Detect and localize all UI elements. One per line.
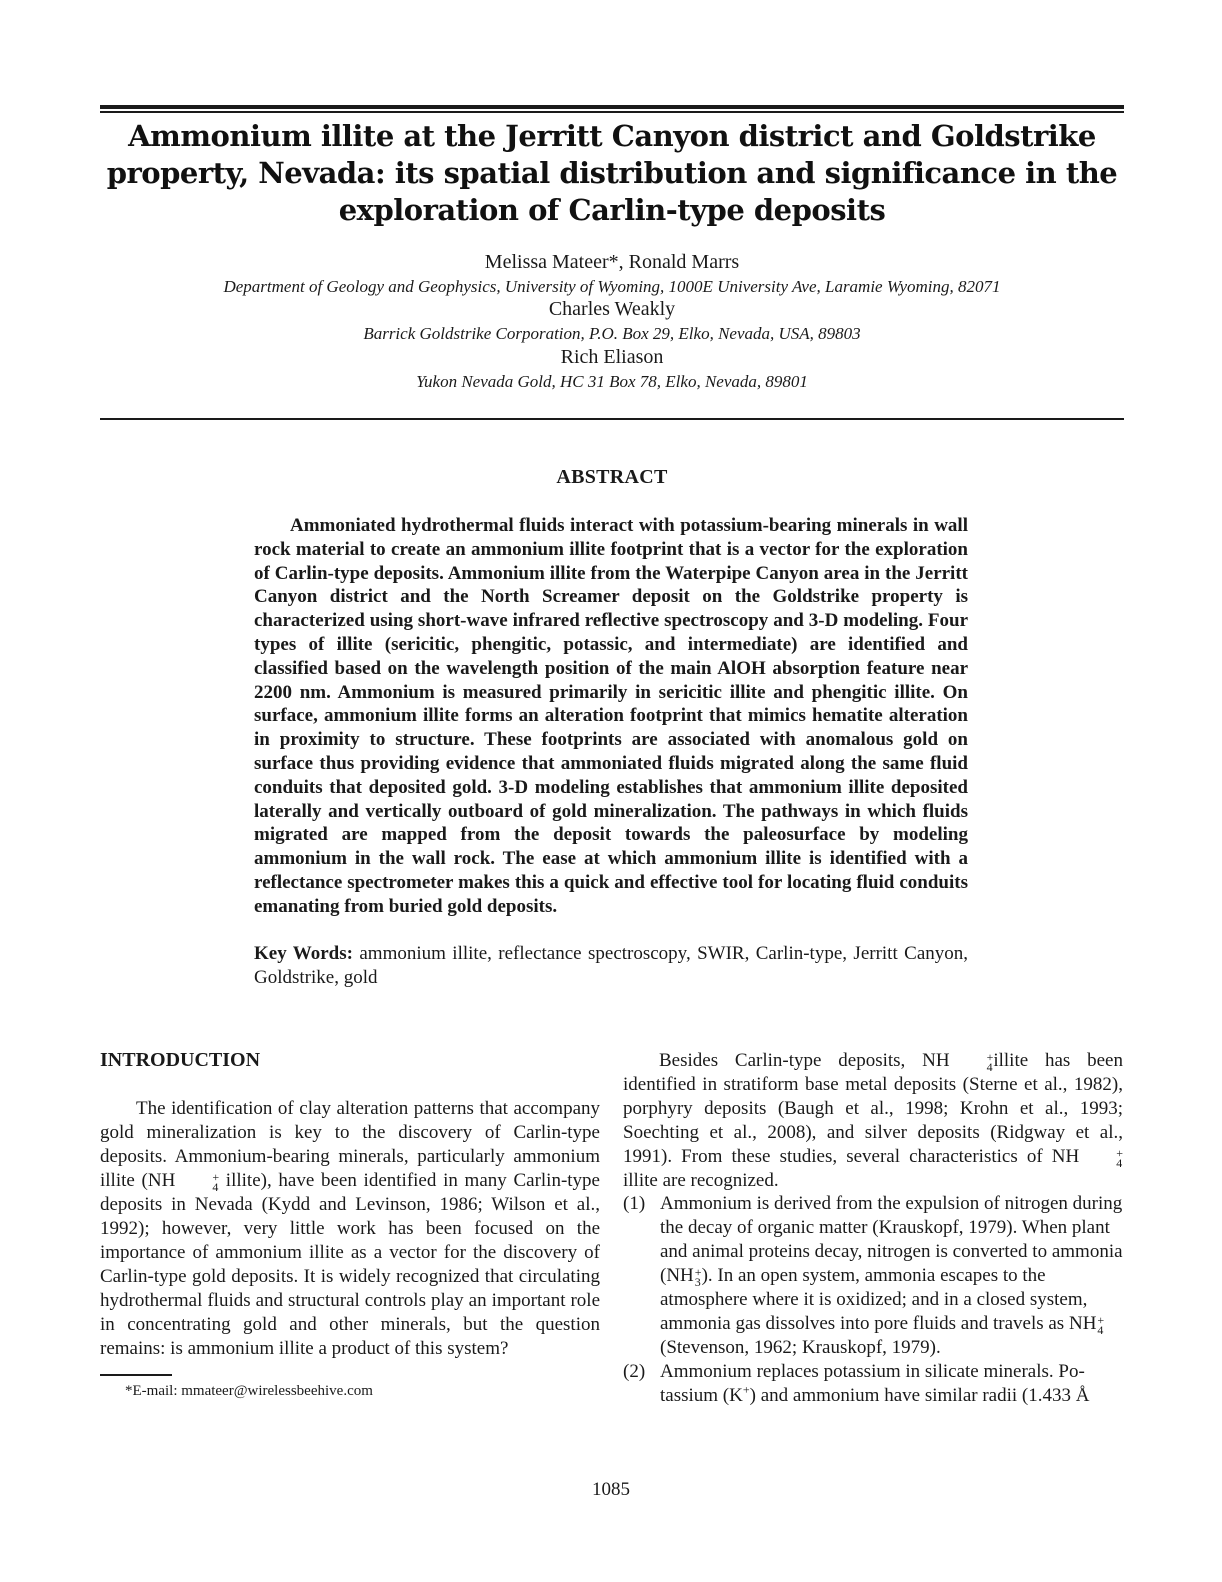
nh3-formula: NH + 3 <box>666 1264 702 1289</box>
list-item-number: (1) <box>623 1193 646 1214</box>
author-names-1: Melissa Mateer*, Ronald Marrs <box>484 251 740 273</box>
characteristics-list <box>623 1192 1123 1408</box>
abstract-heading: ABSTRACT <box>556 466 668 488</box>
introduction-paragraph: The identification of clay alteration patterns that accompany gold mineralization is key to the discovery of Carlin-type deposits. Ammonium-bearing minerals, particularly ammonium illite (NH + 4 illite), have been identified in many Carlin-type deposits in Nevada (Kydd and Levinson, 1986; Wilson et al., 1992); however, very little work has been focused on the importance of ammonium illite as a vector for the discovery of Carlin-type gold deposits. It is widely recognized that circulating hydrothermal fluids and structural controls play an important role in concentrating gold and other minerals, but the question remains: is ammonium illite a product of this system? <box>100 1098 600 1359</box>
author-affiliation-3: Yukon Nevada Gold, HC 31 Box 78, Elko, Nevada, 89801 <box>416 372 808 391</box>
introduction-heading: INTRODUCTION <box>100 1049 261 1071</box>
keywords <box>254 942 968 990</box>
keywords-label: Key Words: <box>254 943 353 964</box>
author-affiliation-1: Department of Geology and Geophysics, University of Wyoming, 1000E University Ave, Laramie Wyoming, 82071 <box>223 277 1001 296</box>
author-affiliation-2: Barrick Goldstrike Corporation, P.O. Box 29, Elko, Nevada, USA, 89803 <box>363 324 861 343</box>
right-column-paragraph: Besides Carlin-type deposits, NH + 4 illite has been identified in stratiform base metal deposits (Sterne et al., 1982), porphyry deposits (Baugh et al., 1998; Krohn et al., 1993; Soechting et al., 2008), and silver deposits (Ridgway et al., 1991). From these studies, several characteristics of NH + 4 illite are recognized. <box>623 1049 1123 1191</box>
author-names-3: Rich Eliason <box>560 346 664 368</box>
abstract-text: Ammoniated hydrothermal fluids interact with potassium-bearing minerals in wall rock material to create an ammonium illite footprint that is a vector for the exploration of Carlin-type deposits. Ammonium illite from the Waterpipe Canyon area in the Jerritt Canyon district and the North Screamer deposit on the Goldstrike property is characterized using short-wave infrared reflective spectroscopy and 3-D modeling. Four types of illite (sericitic, phengitic, potassic, and intermediate) are identified and classified based on the wavelength position of the main AlOH absorption feature near 2200 nm. Ammonium is measured primarily in sericitic illite and phengitic illite. On surface, ammonium illite forms an alteration footprint that mimics hematite alteration in proximity to structure. These footprints are associated with anomalous gold on surface thus providing evidence that ammoniated fluids migrated along the same fluid conduits that deposited gold. 3-D modeling establishes that ammonium illite deposited laterally and vertically outboard of gold mineralization. The pathways in which fluids migrated are mapped from the deposit towards the paleosurface by modeling ammonium in the wall rock. The ease at which ammonium illite is identified with a reflectance spectrometer makes this a quick and effective tool for locating fluid conduits emanating from buried gold deposits. <box>254 515 968 917</box>
list-item: (1) Ammonium is derived from the expulsion of nitrogen during the decay of organic matter (Krauskopf, 1979). When plant and animal proteins decay, nitrogen is converted to ammonia (NH + 3 ). In an open system, ammonia escapes to the atmosphere where it is oxidized; and in a closed system, ammonia gas dissolves into pore fluids and travels as NH + 4 (Stevenson, 1962; Krauskopf, 1979). <box>623 1193 1123 1358</box>
nh4-formula: NH + 4 <box>922 1049 994 1074</box>
paper-title <box>100 118 1124 229</box>
list-item-number: (2) <box>623 1361 646 1382</box>
title-line-1: Ammonium illite at the Jerritt Canyon district and Goldstrike <box>128 119 1096 153</box>
footnote-email: *E-mail: mmateer@wirelessbeehive.com <box>125 1383 373 1399</box>
nh4-formula: NH + 4 <box>1051 1145 1123 1170</box>
header-bottom-rule <box>100 418 1124 420</box>
title-line-3: exploration of Carlin-type deposits <box>338 193 886 227</box>
author-names-2: Charles Weakly <box>548 298 676 320</box>
page-number: 1085 <box>592 1479 630 1500</box>
top-rule-thin <box>100 111 1124 113</box>
title-line-2: property, Nevada: its spatial distribution and significance in the <box>106 156 1118 190</box>
list-item: (2) Ammonium replaces potassium in silicate minerals. Potassium (K+) and ammonium have similar radii (1.433 Å <box>623 1361 1090 1406</box>
nh4-formula: NH + 4 <box>147 1169 220 1194</box>
top-rule-thick <box>100 105 1124 109</box>
nh4-formula: NH + 4 <box>1068 1312 1105 1337</box>
footnote-rule <box>100 1374 172 1376</box>
keywords-text: ammonium illite, reflectance spectroscopy, SWIR, Carlin-type, Jerritt Canyon, Goldstrike, gold <box>254 943 968 988</box>
